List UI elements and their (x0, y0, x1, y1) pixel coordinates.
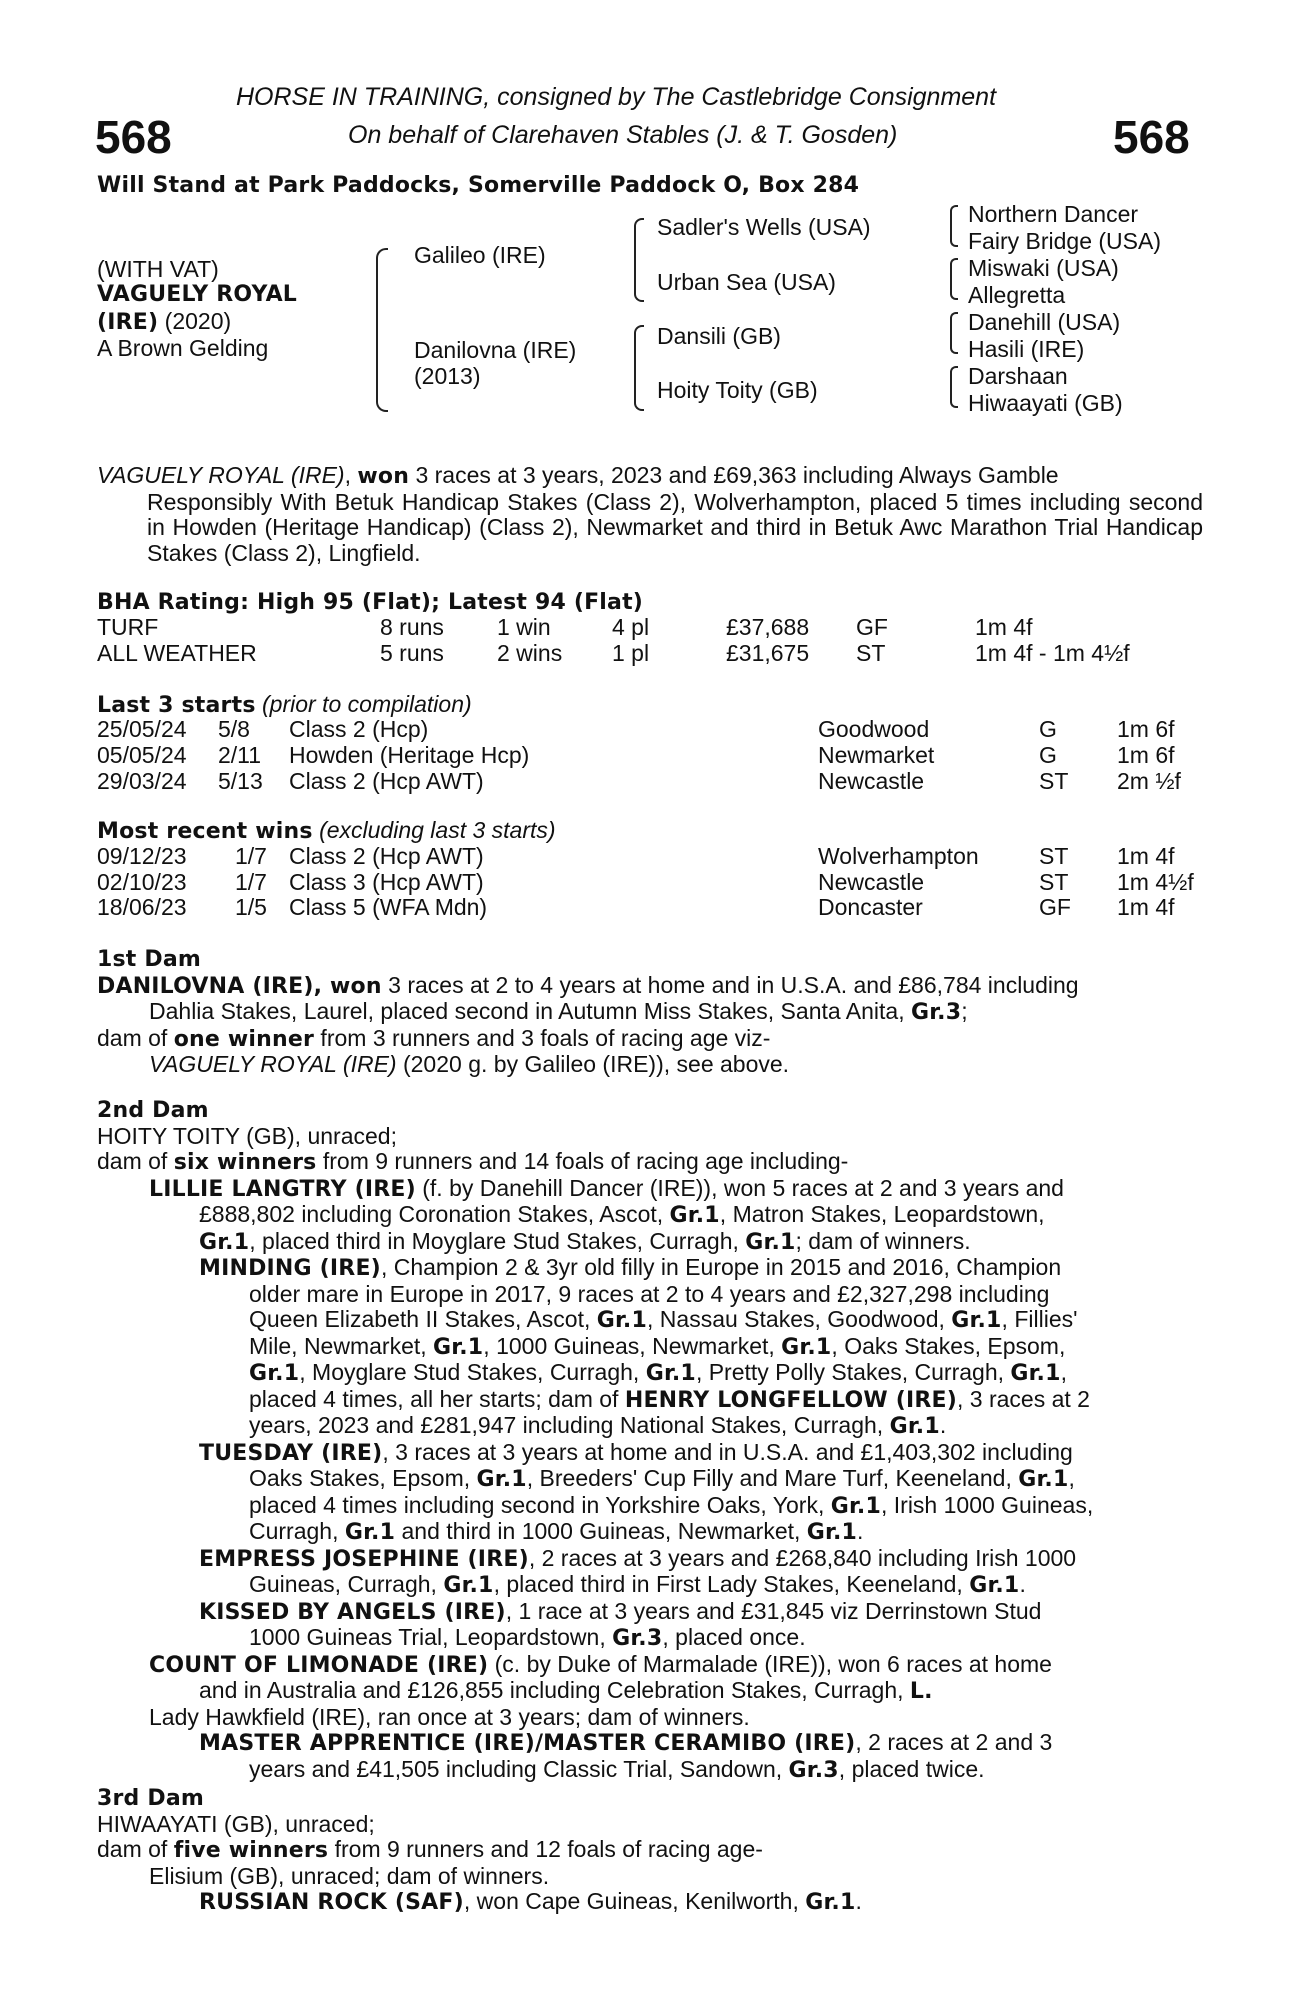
last3-row-3: 29/03/24 5/13 Class 2 (Hcp AWT) Newcastle ST 2m ½f (97, 768, 1181, 794)
second-dam-title: 2nd Dam (97, 1098, 209, 1123)
gg-6: Hasili (IRE) (968, 336, 1085, 362)
recent-wins-title: Most recent wins (excluding last 3 starts) (97, 817, 556, 844)
rating-row-aw: ALL WEATHER 5 runs 2 wins 1 pl £31,675 ST 1m 4f - 1m 4½f (97, 640, 1130, 666)
gg-4: Allegretta (968, 282, 1066, 308)
g-brace-3 (950, 312, 958, 354)
lot-number-left: 568 (95, 111, 172, 163)
second-dam-section: 2nd Dam HOITY TOITY (GB), unraced; dam of six winners from 9 runners and 14 foals of racing age including- LILLIE LANGTRY (IRE) (f. by Danehill Dancer (IRE)), won 5 races at 2 and 3 years and £888,802 including Coronation Stakes, Ascot, Gr.1, Matron Stakes, Leopardstown, Gr.1, placed third in Moyglare Stud Stakes, Curragh, Gr.1; dam of winners. MINDING (IRE), Champion 2 & 3yr old filly in Europe in 2015 and 2016, Champion older mare in Europe in 2017, 9 races at 2 to 4 years and £2,327,298 including Queen Elizabeth II Stakes, Ascot, Gr.1, Nassau Stakes, Goodwood, Gr.1, Fillies' Mile, Newmarket, Gr.1, 1000 Guineas, Newmarket, Gr.1, Oaks Stakes, Epsom, Gr.1, Moyglare Stud Stakes, Curragh, Gr.1, Pretty Polly Stakes, Curragh, Gr.1, placed 4 times, all her starts; dam of HENRY LONGFELLOW (IRE), 3 races at 2 years, 2023 and £281,947 including National Stakes, Curragh, Gr.1. TUESDAY (IRE), 3 races at 3 years at home and in U.S.A. and £1,403,302 including Oaks Stakes, Epsom, Gr.1, Breeders' Cup Filly and Mare Turf, Keeneland, Gr.1, placed 4 times including second in Yorkshire Oaks, York, Gr.1, Irish 1000 Guineas, Curragh, Gr.1 and third in 1000 Guineas, Newmarket, Gr.1. EMPRESS JOSEPHINE (IRE), 2 races at 3 years and £268,840 including Irish 1000 Guineas, Curragh, Gr.1, placed third in First Lady Stakes, Keeneland, Gr.1. KISSED BY ANGELS (IRE), 1 race at 3 years and £31,845 viz Derrinstown Stud 1000 Guineas Trial, Leopardstown, Gr.3, placed once. COUNT OF LIMONADE (IRE) (c. by Duke of Marmalade (IRE)), won 6 races at home and in Australia and £126,855 including Celebration Stakes, Curragh, L. Lady Hawkfield (IRE), ran once at 3 years; dam of winners. MASTER APPRENTICE (IRE)/MASTER CERAMIBO (IRE), 2 races at 2 and 3 years and £41,505 including Classic Trial, Sandown, Gr.3, placed twice. (97, 1098, 1203, 1783)
third-dam-title: 3rd Dam (97, 1786, 204, 1811)
sire-sire: Sadler's Wells (USA) (657, 214, 871, 240)
sire-dam: Urban Sea (USA) (657, 269, 836, 295)
recent-row-2: 02/10/23 1/7 Class 3 (Hcp AWT) Newcastle ST 1m 4½f (97, 869, 1194, 895)
race-summary: VAGUELY ROYAL (IRE), won 3 races at 3 years, 2023 and £69,363 including Always Gamble Responsibly With Betuk Handicap Stakes (Class 2), Wolverhampton, placed 5 times including second in Howden (Heritage Handicap) (Class 2), Newmarket and third in Betuk Awc Marathon Trial Handicap Stakes (Class 2), Lingfield. (97, 462, 1203, 566)
gg-2: Fairy Bridge (USA) (968, 228, 1161, 254)
lot-number-right: 568 (1113, 111, 1190, 163)
last3-title: Last 3 starts (prior to compilation) (97, 691, 472, 718)
gg-8: Hiwaayati (GB) (968, 390, 1123, 416)
gg-3: Miswaki (USA) (968, 255, 1119, 281)
consignor-line: HORSE IN TRAINING, consigned by The Castlebridge Consignment (236, 83, 997, 111)
bha-rating-title: BHA Rating: High 95 (Flat); Latest 94 (Flat) (97, 590, 644, 615)
dam: Danilovna (IRE) (414, 337, 577, 363)
horse-country-year: (IRE) (2020) (97, 308, 232, 335)
dam-parents-brace (634, 325, 644, 411)
recent-row-1: 09/12/23 1/7 Class 2 (Hcp AWT) Wolverhampton ST 1m 4f (97, 843, 1175, 869)
recent-row-3: 18/06/23 1/5 Class 5 (WFA Mdn) Doncaster GF 1m 4f (97, 894, 1175, 920)
sire-parents-brace (634, 218, 644, 302)
vat-label: (WITH VAT) (97, 256, 219, 282)
gg-1: Northern Dancer (968, 201, 1139, 227)
g-brace-4 (950, 366, 958, 408)
stand-location: Will Stand at Park Paddocks, Somerville Paddock O, Box 284 (97, 173, 860, 198)
horse-name: VAGUELY ROYAL (97, 282, 298, 307)
dam-sire: Dansili (GB) (657, 323, 781, 349)
last3-row-1: 25/05/24 5/8 Class 2 (Hcp) Goodwood G 1m 6f (97, 716, 1175, 742)
dam-dam: Hoity Toity (GB) (657, 377, 818, 403)
sire-dam-brace (376, 248, 388, 412)
behalf-line: On behalf of Clarehaven Stables (J. & T. Gosden) (348, 121, 898, 149)
last3-row-2: 05/05/24 2/11 Howden (Heritage Hcp) Newmarket G 1m 6f (97, 742, 1175, 768)
horse-description: A Brown Gelding (97, 335, 269, 361)
rating-row-turf: TURF 8 runs 1 win 4 pl £37,688 GF 1m 4f (97, 614, 1033, 640)
third-dam-section: 3rd Dam HIWAAYATI (GB), unraced; dam of five winners from 9 runners and 12 foals of racing age- Elisium (GB), unraced; dam of winners. RUSSIAN ROCK (SAF), won Cape Guineas, Kenilworth, Gr.1. (97, 1786, 1203, 1916)
first-dam-section: 1st Dam DANILOVNA (IRE), won 3 races at 2 to 4 years at home and in U.S.A. and £86,784 including Dahlia Stakes, Laurel, placed second in Autumn Miss Stakes, Santa Anita, Gr.3; dam of one winner from 3 runners and 3 foals of racing age viz- VAGUELY ROYAL (IRE) (2020 g. by Galileo (IRE)), see above. (97, 947, 1203, 1078)
g-brace-1 (950, 205, 958, 247)
gg-5: Danehill (USA) (968, 309, 1121, 335)
sire: Galileo (IRE) (414, 242, 546, 268)
gg-7: Darshaan (968, 363, 1068, 389)
dam-year: (2013) (414, 363, 481, 389)
first-dam-title: 1st Dam (97, 947, 202, 972)
g-brace-2 (950, 258, 958, 300)
